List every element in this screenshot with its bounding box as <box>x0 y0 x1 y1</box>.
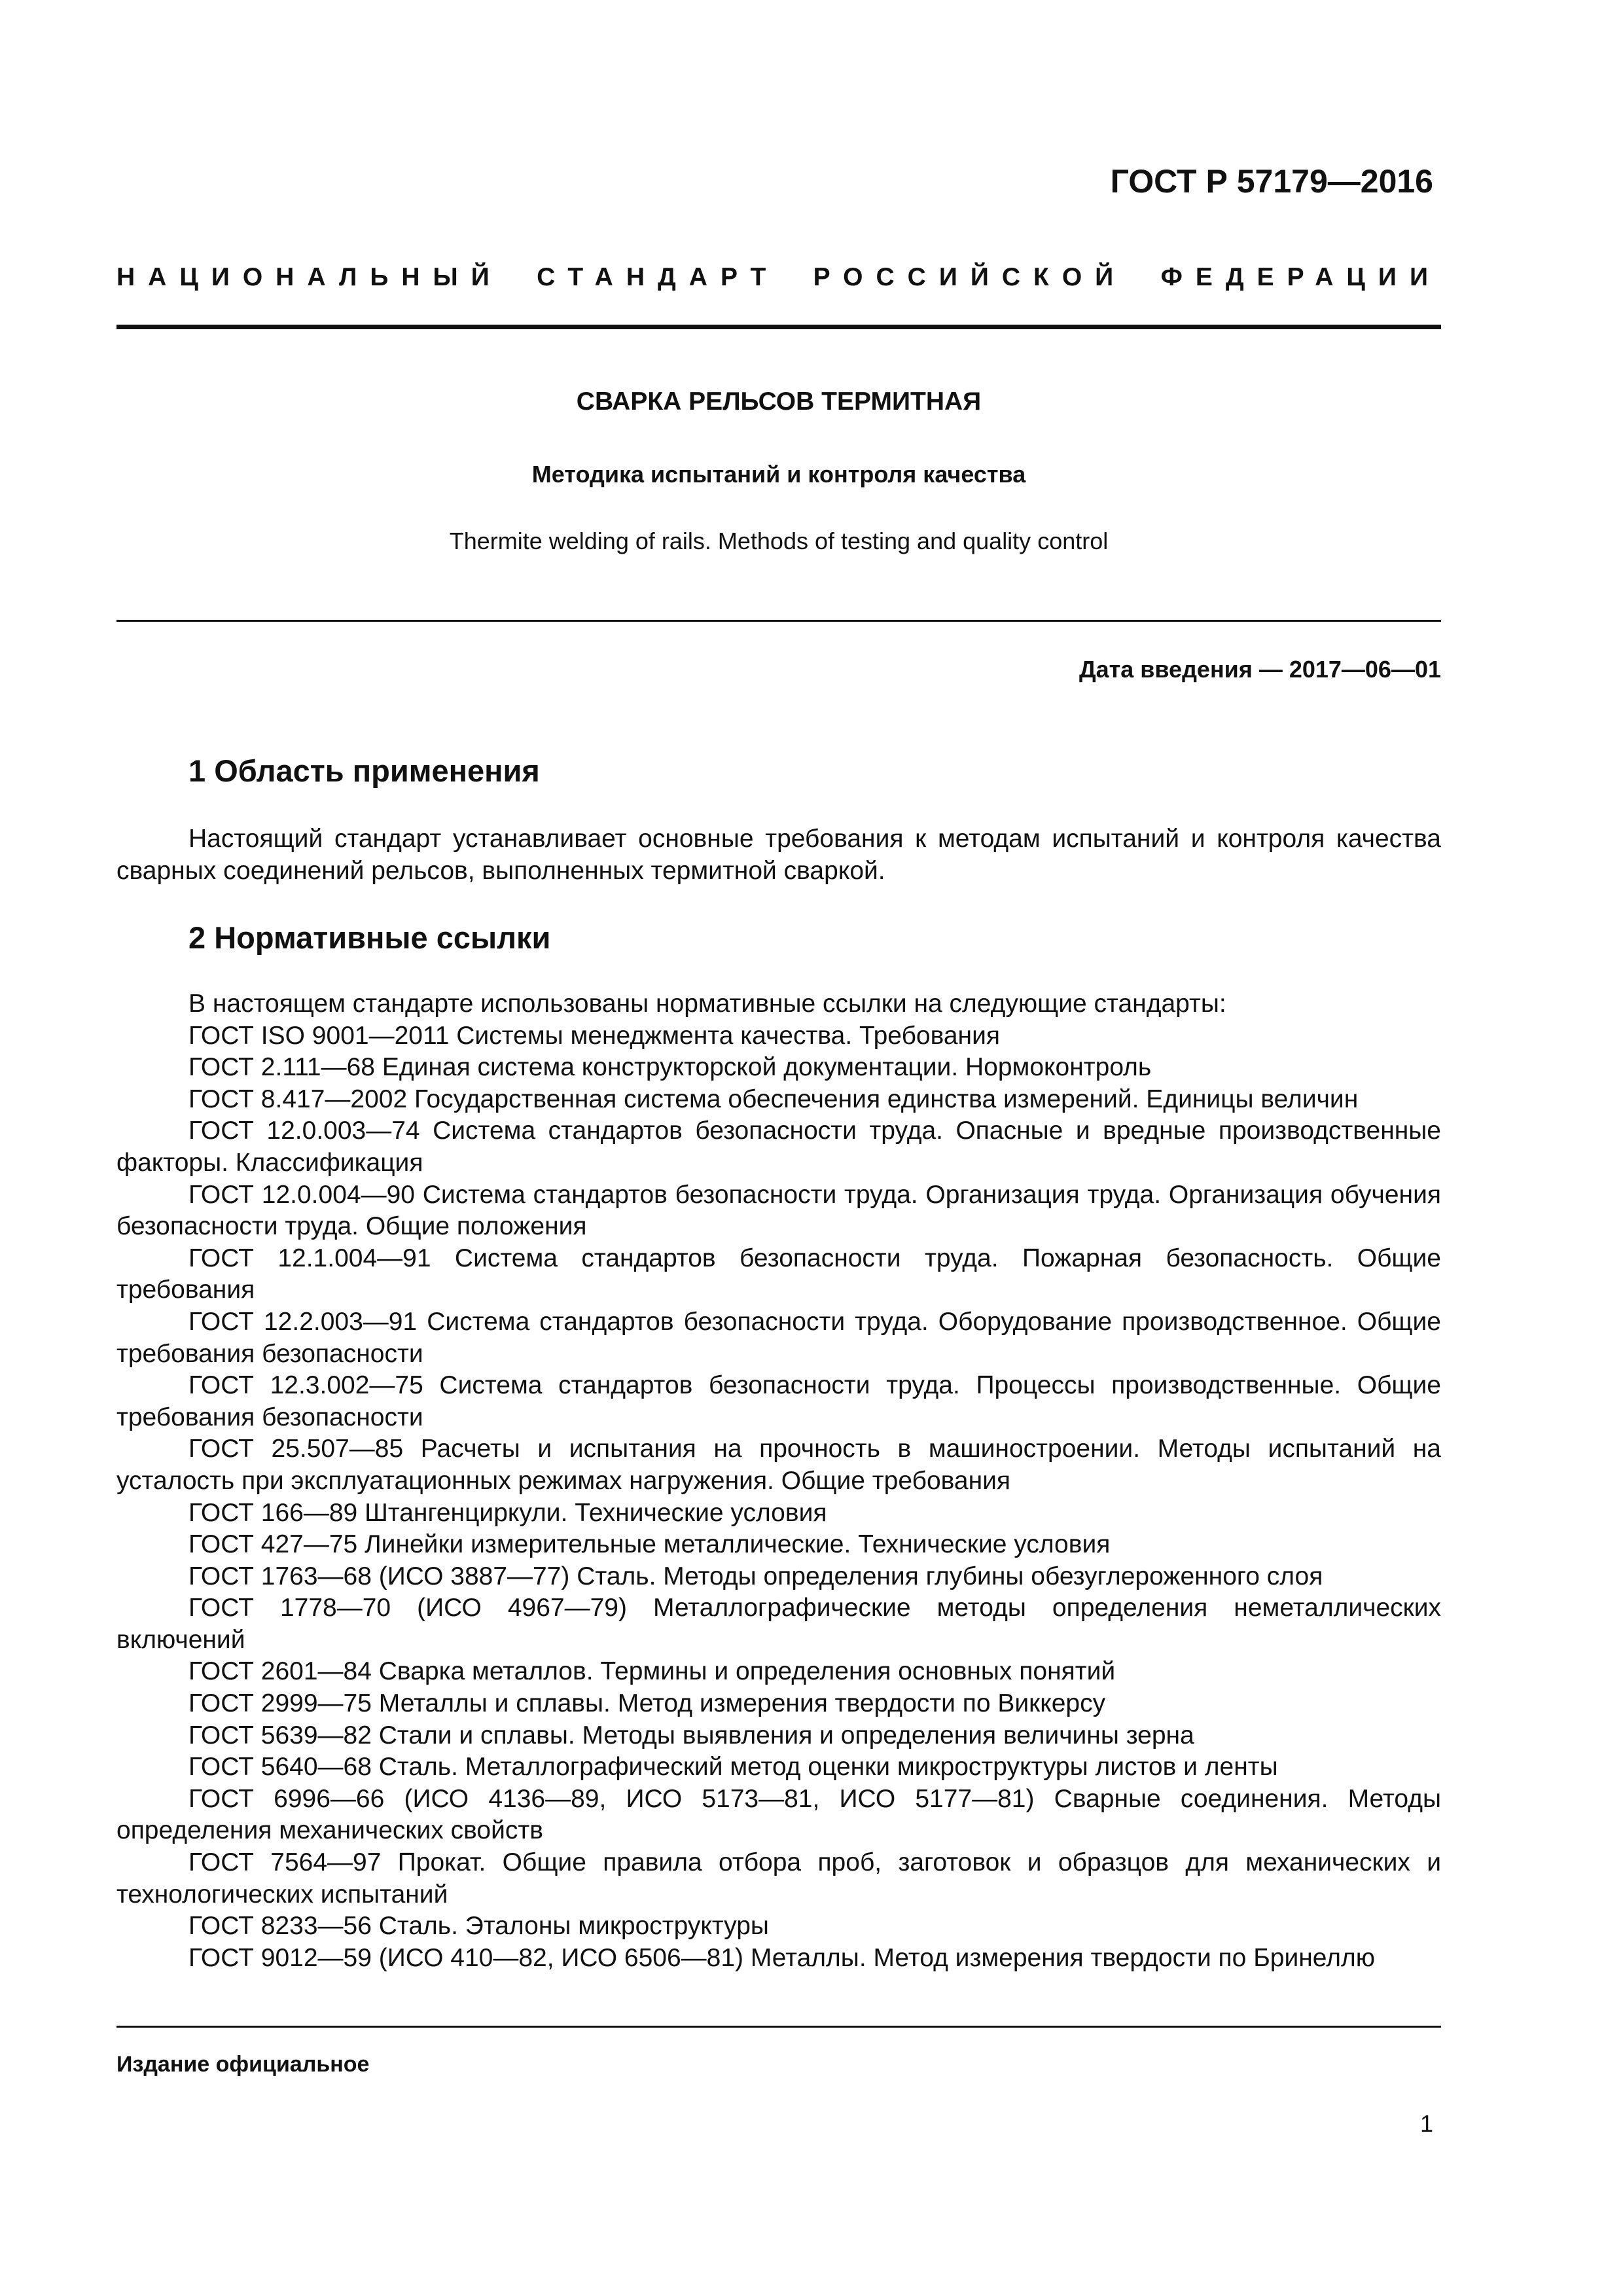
reference-item: ГОСТ 2601—84 Сварка металлов. Термины и определения основных понятий <box>188 1657 1116 1686</box>
reference-item: ГОСТ 12.0.004—90 Система стандартов безопасности труда. Организация труда. Организация обучения безопасности труда. Общие положения <box>116 1180 1441 1241</box>
reference-item: ГОСТ 427—75 Линейки измерительные металлические. Технические условия <box>188 1530 1111 1559</box>
edition-label: Издание официальное <box>116 2052 370 2077</box>
section-heading-scope: 1 Область применения <box>188 753 540 788</box>
reference-item: ГОСТ 12.2.003—91 Система стандартов безопасности труда. Оборудование производственное. Общие требования безопасности <box>116 1307 1441 1368</box>
reference-item: ГОСТ 8.417—2002 Государственная система обеспечения единства измерений. Единицы величин <box>188 1085 1359 1113</box>
reference-item: ГОСТ ISO 9001—2011 Системы менеджмента качества. Требования <box>188 1021 1001 1050</box>
banner-word: РОССИЙСКОЙ <box>813 263 1127 291</box>
reference-item: ГОСТ 7564—97 Прокат. Общие правила отбора проб, заготовок и образцов для механических и технологических испытаний <box>116 1848 1441 1909</box>
document-title: СВАРКА РЕЛЬСОВ ТЕРМИТНАЯ <box>576 387 982 416</box>
reference-item: ГОСТ 5639—82 Стали и сплавы. Методы выявления и определения величины зерна <box>188 1721 1194 1749</box>
reference-item: ГОСТ 8233—56 Сталь. Эталоны микроструктуры <box>188 1912 769 1941</box>
paragraph: В настоящем стандарте использованы нормативные ссылки на следующие стандарты: <box>188 990 1226 1018</box>
banner-word: НАЦИОНАЛЬНЫЙ <box>116 263 503 291</box>
document-subtitle: Методика испытаний и контроля качества <box>531 461 1026 488</box>
section-body-normative-references <box>116 988 1441 1974</box>
reference-item: ГОСТ 12.3.002—75 Система стандартов безопасности труда. Процессы производственные. Общие требования безопасности <box>116 1371 1441 1431</box>
reference-item: ГОСТ 1778—70 (ИСО 4967—79) Металлографические методы определения неметаллических включений <box>116 1594 1441 1654</box>
national-standard-banner <box>116 263 1441 292</box>
banner-word: СТАНДАРТ <box>537 263 779 291</box>
paragraph: Настоящий стандарт устанавливает основные требования к методам испытаний и контроля качества сварных соединений рельсов, выполненных термитной сваркой. <box>116 825 1441 885</box>
banner-word: ФЕДЕРАЦИИ <box>1160 263 1441 291</box>
reference-item: ГОСТ 6996—66 (ИСО 4136—89, ИСО 5173—81, ИСО 5177—81) Сварные соединения. Методы определения механических свойств <box>116 1784 1441 1845</box>
document-code: ГОСТ Р 57179—2016 <box>1110 163 1433 200</box>
introduction-date: Дата введения — 2017—06—01 <box>1079 656 1441 683</box>
reference-item: ГОСТ 1763—68 (ИСО 3887—77) Сталь. Методы определения глубины обезуглероженного слоя <box>188 1562 1323 1590</box>
reference-item: ГОСТ 166—89 Штангенциркули. Технические условия <box>188 1498 827 1527</box>
reference-item: ГОСТ 2999—75 Металлы и сплавы. Метод измерения твердости по Виккерсу <box>188 1689 1106 1718</box>
reference-item: ГОСТ 12.0.003—74 Система стандартов безопасности труда. Опасные и вредные производственные факторы. Классификация <box>116 1117 1441 1177</box>
reference-item: ГОСТ 5640—68 Сталь. Металлографический метод оценки микроструктуры листов и ленты <box>188 1753 1278 1782</box>
footer-divider <box>116 2026 1441 2028</box>
reference-item: ГОСТ 12.1.004—91 Система стандартов безопасности труда. Пожарная безопасность. Общие требования <box>116 1244 1441 1304</box>
reference-item: ГОСТ 25.507—85 Расчеты и испытания на прочность в машиностроении. Методы испытаний на усталость при эксплуатационных режимах нагружения. Общие требования <box>116 1435 1441 1495</box>
section-heading-normative-references: 2 Нормативные ссылки <box>188 920 551 955</box>
title-divider <box>116 620 1441 622</box>
section-body-scope <box>116 823 1441 887</box>
page-number: 1 <box>1419 2110 1433 2137</box>
reference-item: ГОСТ 9012—59 (ИСО 410—82, ИСО 6506—81) Металлы. Метод измерения твердости по Бринеллю <box>188 1943 1375 1972</box>
document-title-english: Thermite welding of rails. Methods of testing and quality control <box>449 528 1109 554</box>
header-divider <box>116 325 1441 329</box>
reference-item: ГОСТ 2.111—68 Единая система конструкторской документации. Нормоконтроль <box>188 1053 1152 1082</box>
